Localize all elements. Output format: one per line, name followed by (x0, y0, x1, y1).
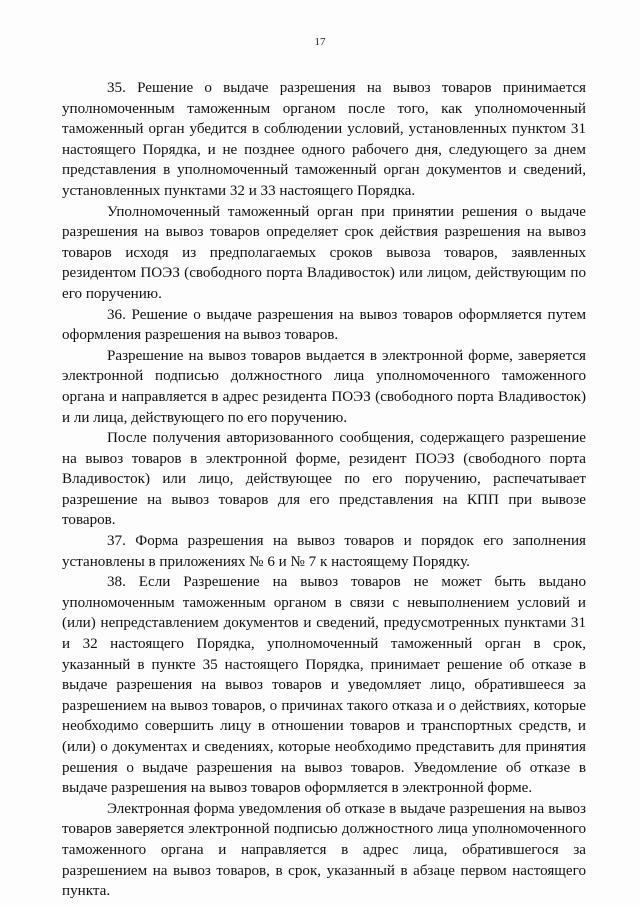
paragraph-35-validity: Уполномоченный таможенный орган при принятии решения о выдаче разрешения на вывоз товаров определяет срок действия разрешения на вывоз товаров исходя из предполагаемых сроков вывоза товаров, заявленных резидентом ПОЭЗ (свободного порта Владивосток) или лицом, действующим по его поручению. (62, 203, 586, 302)
paragraph-36-electronic-form: Разрешение на вывоз товаров выдается в электронной форме, заверяется электронной подписью должностного лица уполномоченного таможенного органа и направляется в адрес резидента ПОЭЗ (свободного порта Владивосток) и ли лица, действующего по его поручению. (62, 347, 586, 426)
paragraph-37: 37. Форма разрешения на вывоз товаров и порядок его заполнения установлены в приложениях № 6 и № 7 к настоящему Порядку. (62, 533, 586, 570)
paragraph-38-electronic-notice: Электронная форма уведомления об отказе в выдаче разрешения на вывоз товаров заверяется электронной подписью должностного лица уполномоченного таможенного органа и направляется в адрес лица, обратившегося за разрешением на вывоз товаров, в срок, указанный в абзаце первом настоящего пункта. (62, 800, 586, 900)
paragraph-36: 36. Решение о выдаче разрешения на вывоз товаров оформляется путем оформления разрешения на вывоз товаров. (62, 306, 586, 344)
paragraph-36-printout: После получения авторизованного сообщения, содержащего разрешение на вывоз товаров в электронной форме, резидент ПОЭЗ (свободного порта Владивосток) или лицо, действующее по его поручению, распечатывает разрешение на вывоз товаров для его представления на КПП при вывозе товаров. (62, 430, 586, 529)
document-body (62, 78, 586, 902)
page-number: 17 (314, 36, 326, 48)
paragraph-38: 38. Если Разрешение на вывоз товаров не может быть выдано уполномоченным таможенным органом в связи с невыполнением условий и (или) непредставлением документов и сведений, предусмотренных пунктами 31 и 32 настоящего Порядка, уполномоченный таможенный орган в срок, указанный в пункте 35 настоящего Порядка, принимает решение об отказе в выдаче разрешения на вывоз товаров и уведомляет лицо, обратившееся за разрешением на вывоз товаров, о причинах такого отказа и о действиях, которые необходимо совершить лицу в отношении товаров и транспортных средств, и (или) о документах и сведениях, которые необходимо представить для принятия решения о выдаче разрешения на вывоз товаров. Уведомление об отказе в выдаче разрешения на вывоз товаров оформляется в электронной форме. (62, 574, 586, 797)
paragraph-35: 35. Решение о выдаче разрешения на вывоз товаров принимается уполномоченным таможенным органом после того, как уполномоченный таможенный орган убедится в соблюдении условий, установленных пунктом 31 настоящего Порядка, и не позднее одного рабочего дня, следующего за днем представления в уполномоченный таможенный орган документов и сведений, установленных пунктами 32 и 33 настоящего Порядка. (62, 80, 586, 199)
